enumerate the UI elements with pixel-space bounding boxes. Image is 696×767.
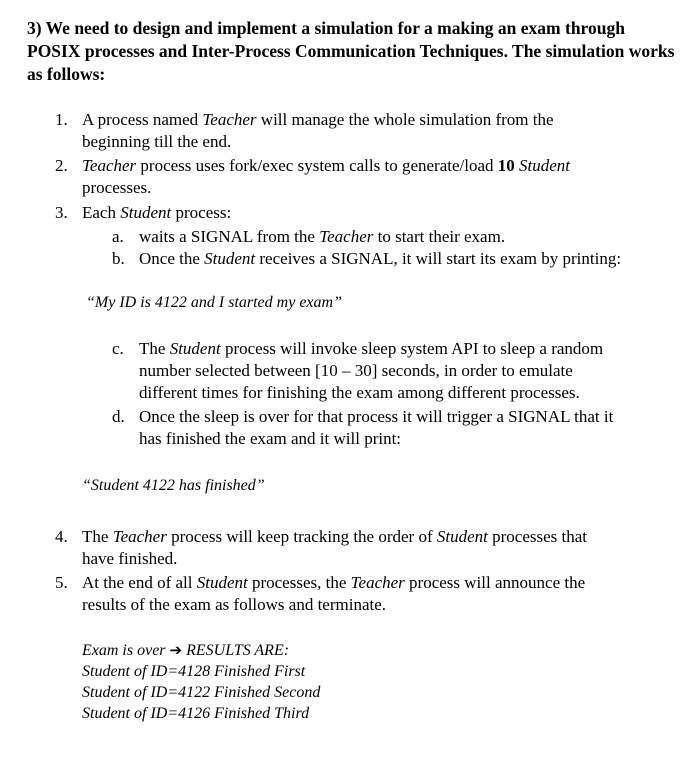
list-item-4: The Teacher process will keep tracking the order of Student processes that have finished. xyxy=(82,527,588,568)
sub-item-d: Once the sleep is over for that process it will trigger a SIGNAL that it has finished the exam and it will print: xyxy=(139,407,614,448)
list-item-1: A process named Teacher will manage the whole simulation from the beginning till the end. xyxy=(82,110,554,151)
sub-item-c: The Student process will invoke sleep system API to sleep a random number selected between [10 – 30] seconds, in order to emulate different times for finishing the exam among different processes. xyxy=(139,339,604,402)
sub-marker-c: c. xyxy=(112,339,124,358)
list-item-2: Teacher process uses fork/exec system calls to generate/load 10 Student processes. xyxy=(82,156,571,197)
arrow-right-icon: ➔ xyxy=(169,641,183,659)
question-header xyxy=(27,17,682,86)
sub-item-a: waits a SIGNAL from the Teacher to start their exam. xyxy=(139,227,506,246)
quote-finished: “Student 4122 has finished” xyxy=(82,477,265,494)
list-marker-5: 5. xyxy=(55,573,68,592)
result-line-second: Student of ID=4122 Finished Second xyxy=(82,684,321,701)
sub-marker-d: d. xyxy=(112,407,125,426)
list-item-5: At the end of all Student processes, the Teacher process will announce the results of the exam as follows and terminate. xyxy=(82,573,586,614)
question-text: We need to design and implement a simulation for a making an exam through POSIX processes and Inter-Process Communication Techniques. The simulation works as follows: xyxy=(27,18,675,84)
sub-marker-b: b. xyxy=(112,249,125,268)
sub-item-b: Once the Student receives a SIGNAL, it will start its exam by printing: xyxy=(139,249,622,268)
result-line-third: Student of ID=4126 Finished Third xyxy=(82,705,310,722)
list-marker-3: 3. xyxy=(55,203,68,222)
list-marker-2: 2. xyxy=(55,156,68,175)
sub-marker-a: a. xyxy=(112,227,124,246)
results-heading: Exam is over ➔ RESULTS ARE: xyxy=(82,641,290,659)
list-item-3: Each Student process: xyxy=(82,203,232,222)
list-marker-4: 4. xyxy=(55,527,68,546)
quote-started-exam: “My ID is 4122 and I started my exam” xyxy=(86,294,342,311)
list-marker-1: 1. xyxy=(55,110,68,129)
question-number: 3) xyxy=(27,18,42,38)
result-line-first: Student of ID=4128 Finished First xyxy=(82,663,306,680)
